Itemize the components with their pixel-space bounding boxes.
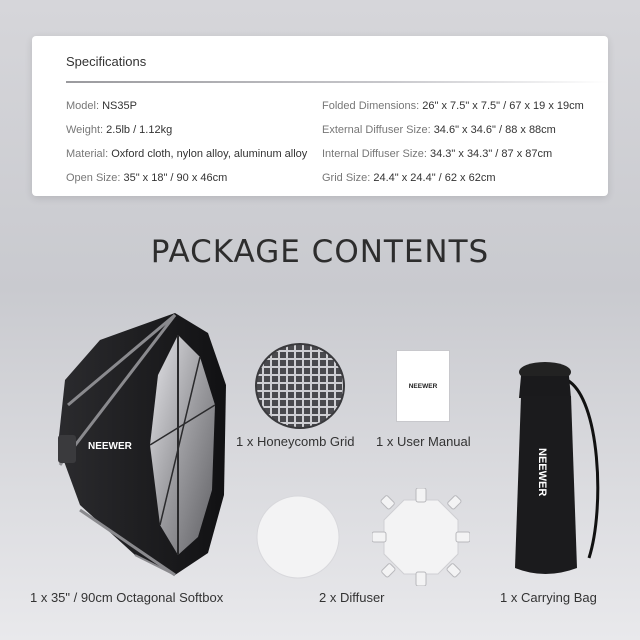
- spec-row-model: Model: NS35P: [66, 100, 137, 112]
- softbox-brand-logo: NEEWER: [88, 441, 132, 452]
- spec-row-weight: Weight: 2.5lb / 1.12kg: [66, 124, 173, 136]
- user-manual-image: [396, 350, 450, 422]
- caption-softbox: 1 x 35" / 90cm Octagonal Softbox: [30, 590, 224, 605]
- spec-row-material: Material: Oxford cloth, nylon alloy, aluminum alloy: [66, 148, 308, 160]
- specifications-divider: [66, 81, 608, 83]
- manual-brand-logo: NEEWER: [408, 383, 438, 390]
- spec-row-external-diffuser: External Diffuser Size: 34.6" x 34.6" / 88 x 88cm: [322, 124, 556, 136]
- spec-column-right: [322, 94, 584, 190]
- diffuser-octagon-image: [372, 488, 470, 586]
- caption-honeycomb-grid: 1 x Honeycomb Grid: [236, 434, 355, 449]
- spec-row-grid-size: Grid Size: 24.4" x 24.4" / 62 x 62cm: [322, 172, 496, 184]
- caption-diffuser: 2 x Diffuser: [319, 590, 385, 605]
- spec-row-open-size: Open Size: 35" x 18" / 90 x 46cm: [66, 172, 228, 184]
- softbox-image: [40, 305, 240, 585]
- spec-row-internal-diffuser: Internal Diffuser Size: 34.3" x 34.3" / 87 x 87cm: [322, 148, 553, 160]
- package-contents-heading: PACKAGE CONTENTS: [150, 234, 490, 270]
- spec-column-left: [66, 94, 307, 190]
- diffuser-round-image: [256, 495, 340, 579]
- spec-row-folded-dimensions: Folded Dimensions: 26" x 7.5" x 7.5" / 67 x 19 x 19cm: [322, 100, 584, 112]
- honeycomb-grid-image: [255, 343, 345, 429]
- carrying-bag-image: [505, 358, 605, 580]
- bag-brand-logo: NEEWER: [536, 448, 548, 497]
- caption-carrying-bag: 1 x Carrying Bag: [500, 590, 597, 605]
- caption-user-manual: 1 x User Manual: [376, 434, 471, 449]
- specifications-card: [32, 36, 608, 196]
- specifications-title: Specifications: [66, 54, 147, 69]
